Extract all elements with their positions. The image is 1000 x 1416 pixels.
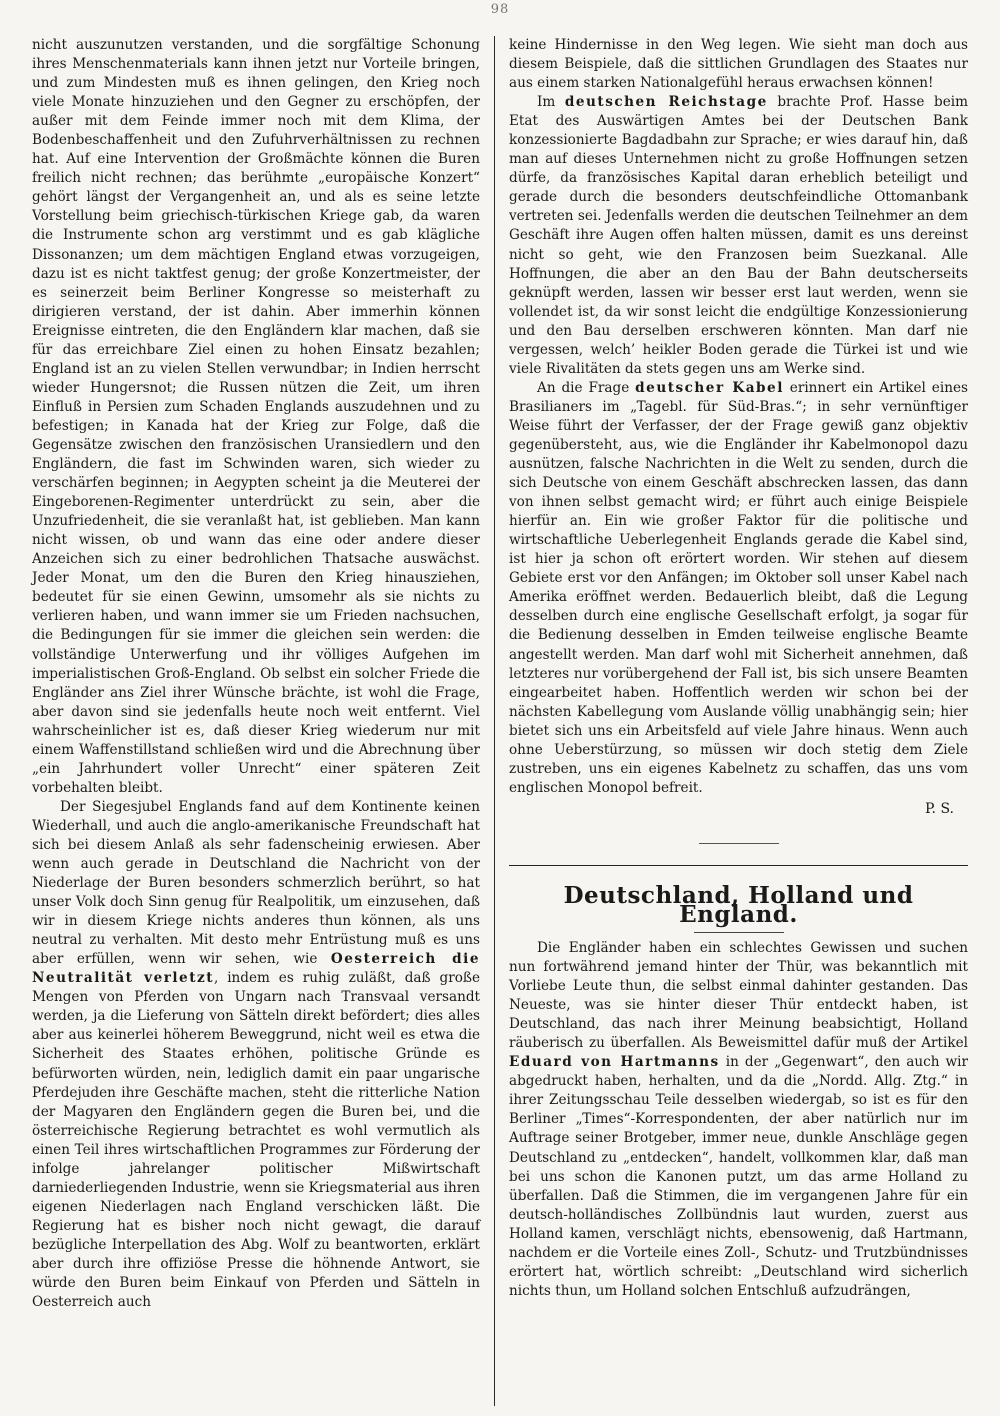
section-rule — [509, 865, 968, 866]
right-column — [509, 36, 968, 1301]
emphasized-text: deutschen Reichstage — [564, 94, 768, 111]
paragraph-text: keine Hindernisse in den Weg legen. Wie sieht man doch aus diesem Beispiele, daß die sittlichen Grundlagen des Staates nur aus einem starken Nationalgefühl heraus erwachsen können! — [509, 37, 968, 92]
paragraph-text: Die Engländer haben ein schlechtes Gewissen und suchen nun fortwährend jemand hinter der Thür, was bekanntlich mit Vorliebe Leute thun, die selbst einmal dahinter gestanden. Das Neueste, was sie hinter dieser Thür entdeckt haben, ist Deutschland, das nach ihrer Meinung beabsichtigt, Holland räuberisch zu überfallen. Als Beweismittel dafür muß der Artikel — [509, 940, 968, 1052]
article-paragraph — [32, 798, 480, 1312]
left-column — [32, 36, 480, 1312]
divider-line — [699, 843, 779, 844]
paragraph-text: erinnert ein Artikel eines Brasilianers im „Tagebl. für Süd-Bras.“; in sehr vernünftiger Weise führt der Verfasser, der der Frage gewiß ganz objektiv gegenübersteht, aus, wie die Engländer ihr Kabelmonopol dazu ausnützen, falsche Nachrichten in die Welt zu senden, durch die sich Deutsche von einem Geschäft abschrecken lassen, das dann von ihnen selbst gemacht wird; er führt auch einige Beispiele hierfür an. Ein wie großer Faktor für die politische und wirtschaftliche Ueberlegenheit Englands gerade die Kabel sind, ist hier ja schon oft erörtert worden. Wir stehen auf diesem Gebiete erst vor den Anfängen; im Oktober soll unser Kabel nach Amerika eröffnet werden. Bedauerlich bleibt, daß die Legung desselben durch eine englische Gesellschaft erfolgt, ja sogar für die Bedienung desselben in Emden teilweise englische Beamte angestellt werden. Man darf wohl mit Sicherheit annehmen, daß letzteres nur vorübergehend der Fall ist, bis sich unsere Beamten eingearbeitet haben. Hoffentlich werden wir schon bei der nächsten Kabellegung vom Auslande völlig unabhängig sein; hier bietet sich uns ein Arbeitsfeld auf viele Jahre hinaus. Wenn auch ohne Ueberstürzung, so müssen wir doch stetig dem Ziele zustreben, uns ein eigenes Kabelnetz zu schaffen, das uns vom englischen Monopol befreit. — [509, 379, 968, 796]
section-heading: Deutschland, Holland und England. — [563, 881, 914, 928]
author-signature: P. S. — [924, 800, 954, 817]
emphasized-text: Oesterreich die Neutralität verletzt — [32, 951, 480, 987]
paragraph-text: , indem es ruhig zuläßt, daß große Mengen von Pferden von Ungarn nach Transvaal versandt werden, ja die Lieferung von Sätteln direkt befördert; dies alles aber aus keinerlei höherem Beweggrund, nicht weil es etwa die Sicherheit des Staates erhöhen, politische Gründe es befürworten würden, nein, lediglich damit ein paar ungarische Pferdejuden ihre Geschäfte machen, steht die ritterliche Nation der Magyaren den Engländern gegen die Buren bei, und die österreichische Regierung betrachtet es wohl vermutlich als einen Teil ihres wirtschaftlichen Programmes zur Förderung der infolge jahrelanger politischer Mißwirtschaft darniederliegenden Industrie, wenn sie Kriegsmaterial aus ihren eigenen Niederlagen nach England verschicken läßt. Die Regierung hat es bisher noch nicht gewagt, die darauf bezügliche Interpellation des Abg. Wolf zu beantworten, erklärt aber durch ihre offiziöse Presse die höhnende Antwort, sie würde den Buren beim Einkauf von Pferden und Sätteln in Oesterreich auch — [32, 970, 481, 1311]
paragraph-text: in der „Gegenwart“, den auch wir abgedruckt haben, herhalten, und da die „Nordd. Allg. Ztg.“ in ihrer Zeitungsschau Teile desselben wiedergab, so ist es für den Berliner „Times“-Korrespondenten, der aber natürlich nur im Auftrage seiner Brotgeber, immer neue, dunkle Anschläge gegen Deutschland zu „entdecken“, handelt, vollkommen klar, daß man bei uns schon die Kanonen putzt, um das arme Holland zu überfallen. Daß die Stimmen, die im vergangenen Jahre für ein deutsch-holländisches Zollbündnis laut wurden, zuerst aus Holland kamen, verschlägt nichts, ebensowenig, daß Hartmann, nachdem er die Vorteile eines Zoll-, Schutz- und Trutzbündnisses erörtert hat, wörtlich schreibt: „Deutschland wird sicherlich nichts thun, um Holland solchen Entschluß aufzudrängen, — [509, 1054, 969, 1299]
emphasized-text: deutscher Kabel — [635, 379, 784, 396]
paragraph-text: An die Frage — [537, 379, 636, 396]
article-paragraph — [509, 93, 968, 379]
paragraph-text: Im — [537, 94, 565, 111]
article-paragraph — [32, 36, 480, 798]
paragraph-text: nicht auszunutzen verstanden, und die sorgfältige Schonung ihres Menschenmaterials kann ihnen jetzt nur Vorteile bringen, und zum Mindesten muß es ihnen gelingen, den Krieg noch viele Monate hinzuziehen und den Gegner zu erschöpfen, der außer mit dem Feinde immer noch mit dem Klima, der Bodenbeschaffenheit und den Zufuhrverhältnissen zu rechnen hat. Auf eine Intervention der Großmächte können die Buren freilich nicht rechnen; das berühmte „europäische Konzert“ gehört längst der Vergangenheit an, und als es seine letzte Vorstellung beim griechisch-türkischen Kriege gab, da waren die Instrumente schon arg verstimmt und es gab klägliche Dissonanzen; um dem mächtigen England etwas vorzugeigen, dazu ist es nicht taktfest genug; der große Konzertmeister, der es seinerzeit beim Berliner Kongresse so meisterhaft zu dirigieren verstand, der ist dahin. Aber immerhin können Ereignisse eintreten, die den Engländern klar machen, daß sie für das erreichbare Ziel einen zu hohen Einsatz bezahlen; England ist an zu vielen Stellen verwundbar; in Indien herrscht wieder Hungersnot; die Russen nützen die Zeit, um ihren Einfluß in Persien zum Schaden Englands auszudehnen und zu befestigen; in Kanada hat der Krieg zur Folge, daß die Gegensätze zwischen den französischen Uransiedlern und den Engländern, die fast im Schwinden waren, sich wieder zu verschärfen beginnen; in Aegypten scheint ja die Meuterei der Eingeborenen-Regimenter unterdrückt zu sein, aber die Unzufriedenheit, die sie veranlaßt hat, ist geblieben. Man kann nicht wissen, ob und wann das eine oder andere dieser Anzeichen sich zu einer bedrohlichen Thatsache auswächst. Jeder Monat, um den die Buren den Krieg hinausziehen, bedeutet für sie einen Gewinn, umsomehr als sie nichts zu verlieren haben, und wann immer sie um Frieden nachsuchen, die Bedingungen für sie immer die gleichen sein werden: die vollständige Unterwerfung und ihr völliges Aufgehen im imperialistischen Groß-England. Ob selbst ein solcher Friede die Engländer ans Ziel ihrer Wünsche brächte, ist wohl die Frage, aber davon sind sie jedenfalls heute noch weit entfernt. Viel wahrscheinlicher ist es, daß dieser Krieg wiederum nur mit einem Waffenstillstand schließen wird und die Abrechnung über „ein Jahrhundert voller Unrecht“ einer späteren Zeit vorbehalten bleibt. — [32, 37, 480, 796]
section-divider — [509, 835, 968, 853]
heading-underline — [694, 932, 784, 933]
article-paragraph — [509, 939, 968, 1301]
column-divider — [494, 36, 495, 1406]
article-paragraph — [509, 36, 968, 93]
emphasized-text: Eduard von Hartmanns — [509, 1054, 720, 1071]
page-number: 98 — [490, 2, 510, 17]
paragraph-text: brachte Prof. Hasse beim Etat des Auswärtigen Amtes bei der Deutschen Bank konzessionierte Bagdadbahn zur Sprache; er wies darauf hin, daß man auf dieses Unternehmen nicht zu große Hoffnungen setzen dürfe, da französisches Kapital daran erheblich beteiligt und gerade durch die besonders deutschfeindliche Ottomanbank vertreten sei. Jedenfalls werden die deutschen Teilnehmer an dem Geschäft ihre Augen offen halten müssen, damit es uns dereinst nicht so geht, wie den Franzosen beim Suezkanal. Alle Hoffnungen, die aber an den Bau der Bahn deutscherseits geknüpft werden, lassen wir besser erst laut werden, wenn sie vollendet ist, da wir sonst leicht die endgültige Konzessionierung und den Bau derselben erschweren könnten. Man darf nie vergessen, welch’ heikler Boden gerade die Türkei ist und wie viele Rivalitäten da stets gegen uns am Werke sind. — [509, 94, 968, 377]
article-paragraph — [509, 379, 968, 798]
paragraph-text: Der Siegesjubel Englands fand auf dem Kontinente keinen Wiederhall, und auch die anglo-amerikanische Freundschaft hat sich bei diesem Anlaß als sehr fadenscheinig erwiesen. Aber wenn auch gerade in Deutschland die Nachricht von der Niederlage der Buren besonders schmerzlich berührt, so hat unser Volk doch Sinn genug für Realpolitik, um einzusehen, daß wir in diesem Kriege nichts anderes thun können, als uns neutral zu verhalten. Mit desto mehr Entrüstung muß es uns aber erfüllen, wenn wir sehen, wie — [32, 798, 480, 968]
